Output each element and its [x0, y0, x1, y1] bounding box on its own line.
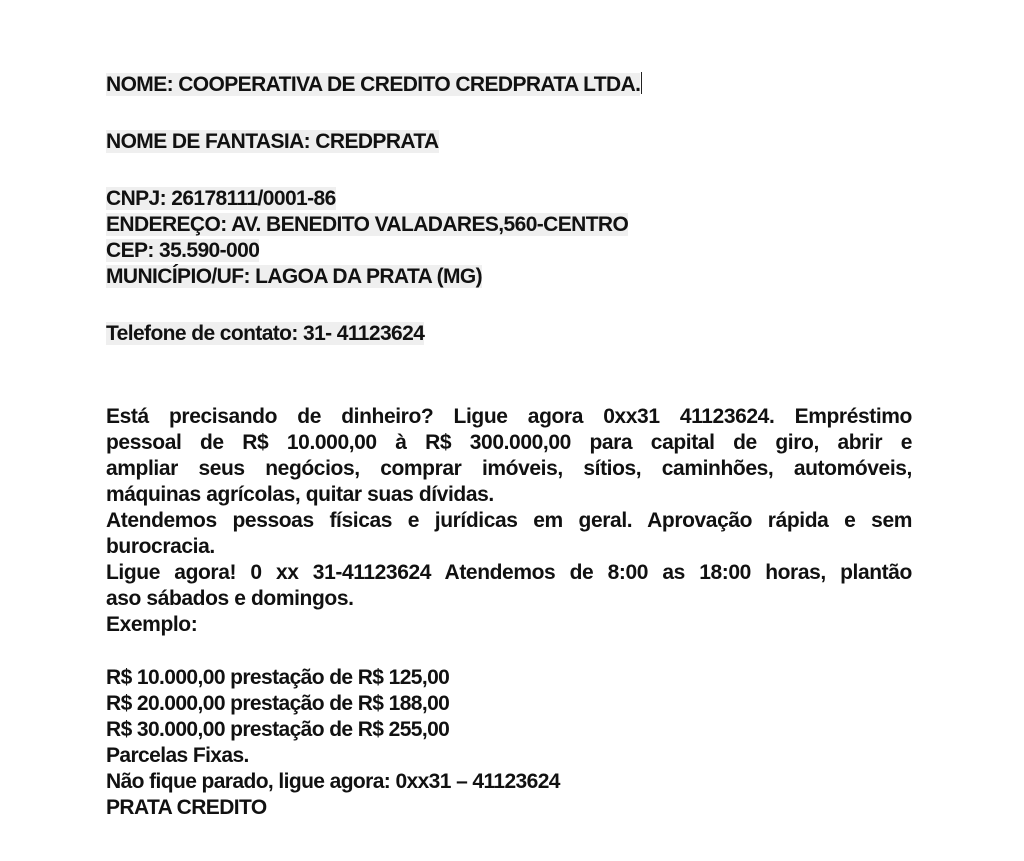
address: ENDEREÇO: AV. BENEDITO VALADARES,560-CENTRO	[106, 213, 629, 236]
fixed-installments: Parcelas Fixas.	[106, 744, 249, 767]
company-name-line	[106, 72, 912, 98]
document-page	[106, 72, 912, 821]
company-name: NOME: COOPERATIVA DE CREDITO CREDPRATA LTDA.	[106, 73, 641, 96]
cnpj-line	[106, 186, 912, 212]
trade-name: NOME DE FANTASIA: CREDPRATA	[106, 130, 439, 153]
signature: PRATA CREDITO	[106, 796, 267, 819]
ad-paragraph-1	[106, 404, 912, 508]
ad-text-line: pessoal de R$ 10.000,00 à R$ 300.000,00 para capital de giro, abrir e	[106, 431, 912, 454]
ad-paragraph-3	[106, 560, 912, 638]
trade-name-line	[106, 129, 912, 155]
cnpj: CNPJ: 26178111/0001-86	[106, 187, 336, 210]
ad-text-line: ampliar seus negócios, comprar imóveis, sítios, caminhões, automóveis,	[106, 457, 912, 480]
cep: CEP: 35.590-000	[106, 239, 260, 262]
call-to-action: Não fique parado, ligue agora: 0xx31 – 41123624	[106, 770, 560, 793]
example-row: R$ 10.000,00 prestação de R$ 125,00	[106, 666, 450, 689]
cep-line	[106, 238, 912, 264]
ad-text-line: Atendemos pessoas físicas e jurídicas em geral. Aprovação rápida e sem	[106, 509, 912, 532]
phone-line	[106, 321, 912, 347]
ad-text-line: burocracia.	[106, 535, 215, 558]
ad-text-line: Está precisando de dinheiro? Ligue agora 0xx31 41123624. Empréstimo	[106, 405, 912, 428]
ad-text-line: máquinas agrícolas, quitar suas dívidas.	[106, 483, 494, 506]
example-row: R$ 20.000,00 prestação de R$ 188,00	[106, 692, 450, 715]
text-cursor	[641, 72, 642, 94]
municipality-line	[106, 264, 912, 290]
ad-text-line: aso sábados e domingos.	[106, 587, 354, 610]
ad-text-line: Ligue agora! 0 xx 31-41123624 Atendemos de 8:00 as 18:00 horas, plantão	[106, 561, 912, 584]
municipality: MUNICÍPIO/UF: LAGOA DA PRATA (MG)	[106, 265, 483, 288]
contact-phone: Telefone de contato: 31- 41123624	[106, 322, 425, 345]
ad-paragraph-2	[106, 508, 912, 560]
address-line	[106, 212, 912, 238]
example-heading: Exemplo:	[106, 613, 198, 636]
example-row: R$ 30.000,00 prestação de R$ 255,00	[106, 718, 450, 741]
